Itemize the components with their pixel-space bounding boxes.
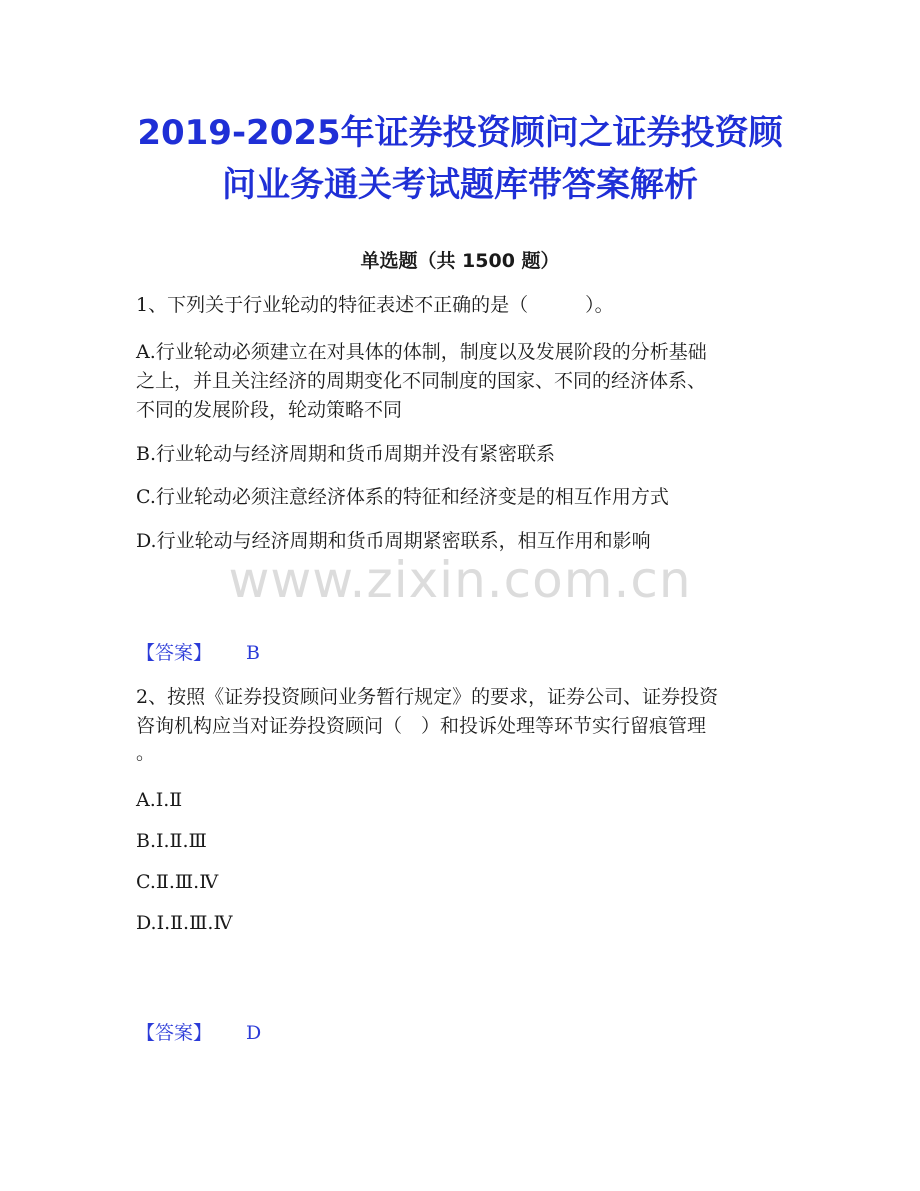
question-1-option-d: D.行业轮动与经济周期和货币周期紧密联系，相互作用和影响 xyxy=(136,530,651,552)
question-1-option-a-line-2: 之上，并且关注经济的周期变化不同制度的国家、不同的经济体系、 xyxy=(136,370,707,392)
question-1-option-a-line-3: 不同的发展阶段，轮动策略不同 xyxy=(136,399,403,421)
question-2-option-d: D.Ⅰ.Ⅱ.Ⅲ.Ⅳ xyxy=(136,912,233,934)
document-title-line-2: 问业务通关考试题库带答案解析 xyxy=(222,165,698,205)
section-heading: 单选题（共 1500 题） xyxy=(360,250,560,272)
question-2-stem-line-1: 2、按照《证券投资顾问业务暂行规定》的要求，证券公司、证券投资 xyxy=(136,686,719,708)
question-2-answer xyxy=(136,1018,261,1048)
watermark: www.zixin.com.cn xyxy=(228,551,692,609)
answer-value: D xyxy=(246,1022,262,1044)
answer-label: 【答案】 xyxy=(136,642,213,664)
question-2-option-c: C.Ⅱ.Ⅲ.Ⅳ xyxy=(136,871,219,893)
answer-value: B xyxy=(246,642,260,664)
answer-label: 【答案】 xyxy=(136,1022,213,1044)
question-2-stem-line-2: 咨询机构应当对证券投资顾问（ ）和投诉处理等环节实行留痕管理 xyxy=(136,715,707,737)
question-2-stem-line-3: 。 xyxy=(136,742,156,764)
question-1-option-b: B.行业轮动与经济周期和货币周期并没有紧密联系 xyxy=(136,443,556,465)
question-1-option-a-line-1: A.行业轮动必须建立在对具体的体制，制度以及发展阶段的分析基础 xyxy=(136,341,707,363)
question-2-option-b: B.Ⅰ.Ⅱ.Ⅲ xyxy=(136,830,207,852)
question-2-option-a: A.Ⅰ.Ⅱ xyxy=(136,789,183,811)
document-title-line-1: 2019-2025年证券投资顾问之证券投资顾 xyxy=(137,113,783,153)
question-1-option-c: C.行业轮动必须注意经济体系的特征和经济变是的相互作用方式 xyxy=(136,486,669,508)
question-1-answer xyxy=(136,638,260,668)
question-1-stem: 1、下列关于行业轮动的特征表述不正确的是（ ）。 xyxy=(136,294,614,316)
